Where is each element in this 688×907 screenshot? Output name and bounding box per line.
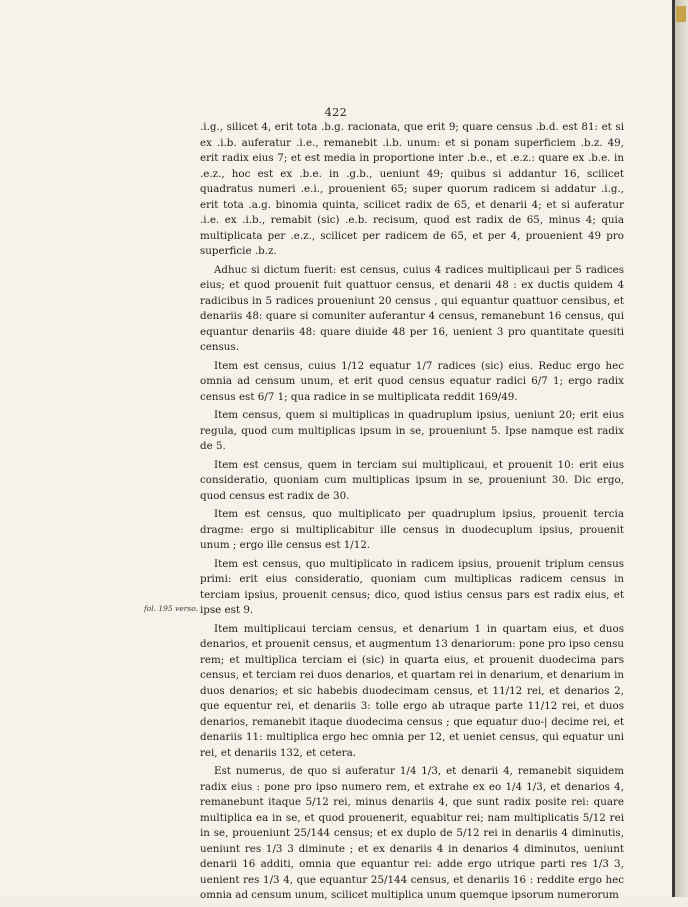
paragraph: Item est census, cuius 1/12 equatur 1/7 radices (sic) eius. Reduc ergo hec omnia ad censum unum, et erit quod census equatur radici 6/7 1; ergo radix census est 6/7 1; qua radice in se multiplicata reddit 169/49.	[200, 359, 624, 403]
paragraph: Est numerus, de quo si auferatur 1/4 1/3, et denarii 4, remanebit siquidem radix eius : pone pro ipso numero rem, et extrahe ex eo 1/4 1/3, et denarios 4, remanebunt itaque 5/12 rei, minus denariis 4, que sunt radix posite rei: quare multiplica ea in se, et quod prouenerit, equabitur rei; nam multiplicatis 5/12 rei in se, proueniunt 25/144 census; et ex duplo de 5/12 rei in denariis 4 diminutis, ueniunt res 1/3 3 diminute ; et ex denariis 4 in denarios 4 diminutos, ueniunt denarii 16 additi, omnia que equantur rei: adde ergo utrique parti res 1/3 3, uenient res 1/3 4, que equantur 25/144 census, et denariis 16 : reddite ergo hec omnia ad censum unum, scilicet multiplica unum quemque ipsorum numerorum	[200, 765, 624, 901]
paragraph: .i.g., silicet 4, erit tota .b.g. racionata, que erit 9; quare census .b.d. est 81: et si ex .i.b. auferatur .i.e., remanebit .i.b. unum: et si ponam superficiem .b.z. 49, erit radix eius 7; et est media in proportione inter .b.e., et .e.z.: quare ex .b.e. in .e.z., hoc est ex .b.e. in .g.b., ueniunt 49; quibus si addantur 16, scilicet quadratus numeri .e.i., prouenient 65; super quorum radicem si addatur .i.g., erit tota .a.g. binomia quinta, scilicet radix de 65, et denarii 4; et si auferatur .i.e. ex .i.b., remabit (sic) .e.b. recisum, quod est radix de 65, minus 4; quia multiplicata per .e.z., scilicet per radicem de 65, et per 4, prouenient 49 pro superficie .b.z.	[200, 121, 624, 257]
bookmark-tab	[676, 6, 686, 22]
paragraph: Adhuc si dictum fuerit: est census, cuius 4 radices multiplicaui per 5 radices eius; et quod prouenit fuit quattuor census, et denarii 48 : ex ductis quidem 4 radicibus in 5 radices proueniunt 20 census , qui equantur quattuor censibus, et denariis 48: quare si comuniter auferantur 4 census, remanebunt 16 census, qui equantur denariis 48: quare diuide 48 per 16, uenient 3 pro quantitate quesiti census.	[200, 263, 624, 353]
book-edge	[672, 0, 688, 897]
paragraph: Item est census, quo multiplicato in radicem ipsius, prouenit triplum census primi: erit eius consideratio, quoniam cum multiplicas radicem census in terciam ipsius, prouenit census; dico, quod istius census pars est radix eius, et ipse est 9.	[200, 557, 624, 616]
paragraph: Item multiplicaui terciam census, et denarium 1 in quartam eius, et duos denarios, et prouenit census, et augmentum 13 denariorum: pone pro ipso censu rem; et multiplica terciam ei (sic) in quarta eius, et prouenit duodecima pars census, et terciam rei duos denarios, et quartam rei in denarium, et denarium in duos denarios; et sic habebis duodecimam census, et 11/12 rei, et denarios 2, que equentur rei, et denariis 3: tolle ergo ab utraque parte 11/12 rei, et duos denarios, remanebit itaque duodecima census ; que equatur duo-| decime rei, et denariis 11: multiplica ergo hec omnia per 12, et ueniet census, qui equatur uni rei, et denariis 132, et cetera.	[200, 622, 624, 759]
paragraph: Item census, quem si multiplicas in quadruplum ipsius, ueniunt 20; erit eius regula, quod cum multiplicas ipsum in se, proueniunt 5. Ipse namque est radix de 5.	[200, 409, 624, 452]
page-number: 422	[324, 106, 348, 119]
margin-note: fol. 195 verso.	[143, 604, 198, 613]
page-body	[200, 120, 624, 907]
paragraph: Item est census, quo multiplicato per quadruplum ipsius, prouenit tercia dragme: ergo si multiplicabitur ille census in duodecuplum ipsius, prouenit unum ; ergo ille census est 1/12.	[200, 508, 624, 551]
paragraph: Item est census, quem in terciam sui multiplicaui, et prouenit 10: erit eius consideratio, quoniam cum multiplicas ipsum in se, proueniunt 30. Dic ergo, quod census est radix de 30.	[200, 458, 624, 502]
